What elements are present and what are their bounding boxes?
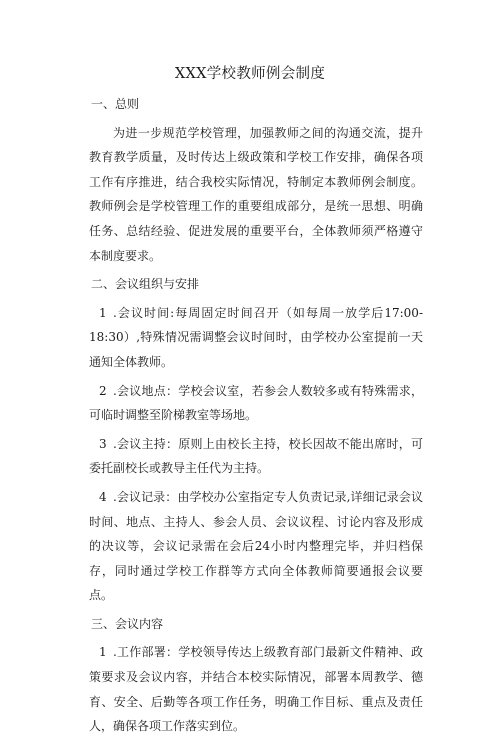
section-heading-general: 一、总则	[91, 97, 140, 111]
list-item	[89, 301, 423, 375]
item-number: 1	[99, 305, 107, 320]
item-text: .会议主持：原则上由校长主持，校长因故不能出席时，可委托副校长或教导主任代为主持。	[89, 436, 423, 476]
document-body	[89, 92, 423, 743]
item-number: 4	[99, 489, 107, 504]
item-text: .工作部署：学校领导传达上级教育部门最新文件精神、政策要求及会议内容，并结合本校实际情况，部署本周教学、德育、安全、后勤等各项工作任务，明确工作目标、重点及责任人，确保各项工作落实到位。	[89, 645, 423, 734]
item-number: 1	[99, 645, 107, 660]
list-item	[89, 485, 423, 608]
document-title: XXX学校教师例会制度	[174, 66, 326, 82]
item-text: .会议地点：学校会议室，若参会人数较多或有特殊需求，可临时调整至阶梯教室等场地。	[89, 383, 423, 423]
item-text: .会议时间:每周固定时间召开（如每周一放学后17:00-18:30）,特殊情况需调整会议时间时，由学校办公室提前一天通知全体教师。	[89, 305, 423, 369]
list-item	[89, 432, 423, 481]
list-item	[89, 640, 423, 738]
item-text: .会议记录：由学校办公室指定专人负责记录,详细记录会议时间、地点、主持人、参会人员、会议议程、讨论内容及形成的决议等，会议记录需在会后24小时内整理完毕，并归档保存，同时通过学校工作群等方式向全体教师简要通报会议要点。	[89, 489, 423, 603]
section-heading-content: 三、会议内容	[91, 616, 164, 631]
item-number: 3	[99, 436, 107, 451]
general-paragraph: 为进一步规范学校管理，加强教师之间的沟通交流，提升教育教学质量，及时传达上级政策和学校工作安排，确保各项工作有序推进，结合我校实际情况，特制定本教师例会制度。教师例会是学校管理工作的重要组成部分，是统一思想、明确任务、总结经验、促进发展的重要平台，全体教师须严格遵守本制度要求。	[89, 125, 423, 263]
item-number: 2	[99, 383, 107, 398]
section-heading-organization: 二、会议组织与安排	[91, 277, 200, 292]
list-item	[89, 379, 423, 428]
